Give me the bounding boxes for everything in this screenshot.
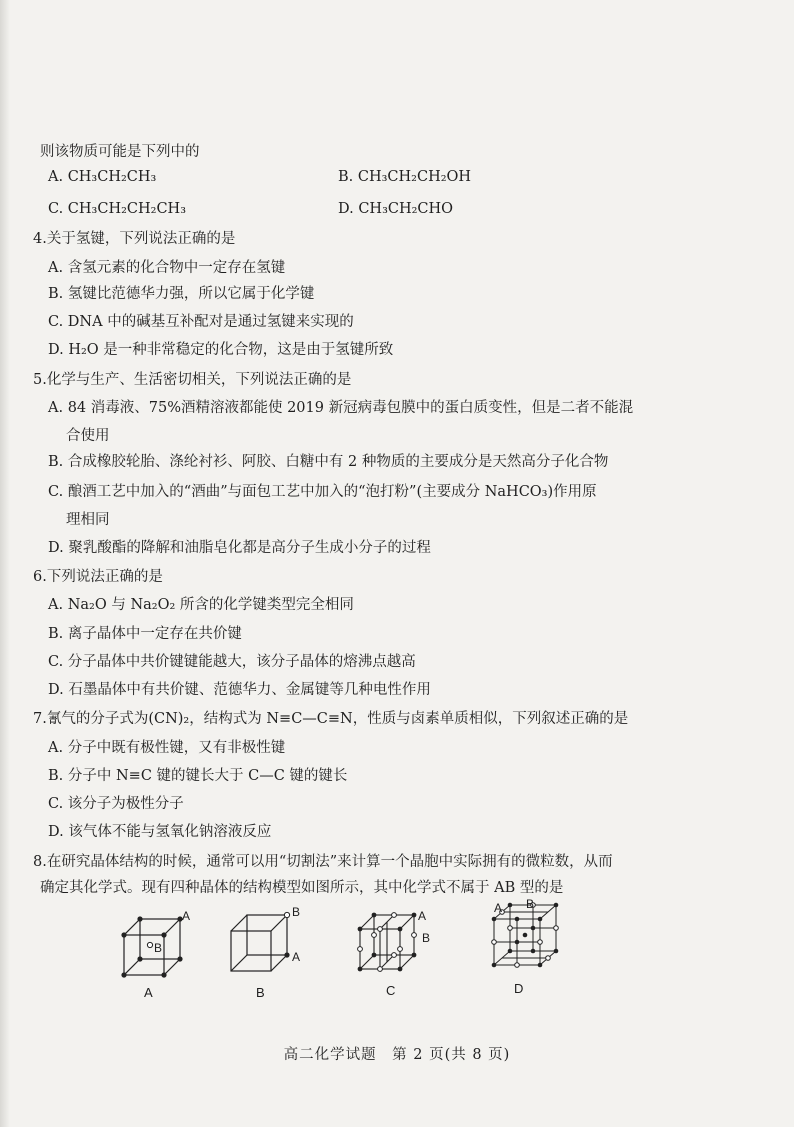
page-footer: 高二化学试题 第 2 页(共 8 页) [283,1047,511,1063]
q6-option-d: D. 石墨晶体中有共价键、范德华力、金属键等几种电性作用 [48,682,431,698]
q6-option-c: C. 分子晶体中共价键键能越大，该分子晶体的熔沸点越高 [48,654,416,670]
q5-stem: 5.化学与生产、生活密切相关，下列说法正确的是 [33,372,352,388]
crystal-figure-a [110,905,210,1005]
intro-line: 则该物质可能是下列中的 [40,144,200,160]
figure-a-label-1: A [182,909,191,923]
q4-option-a: A. 含氢元素的化合物中一定存在氢键 [48,260,286,276]
q7-stem: 7.氰气的分子式为(CN)₂，结构式为 N≡C—C≡N，性质与卤素单质相似，下列叙述正确的是 [33,711,629,727]
q5-option-a-line1: A. 84 消毒液、75%酒精溶液都能使 2019 新冠病毒包膜中的蛋白质变性，但是二者不能混 [48,400,634,416]
q7-option-c: C. 该分子为极性分子 [48,796,184,812]
q5-option-a-line2: 合使用 [66,428,110,444]
q5-option-d: D. 聚乳酸酯的降解和油脂皂化都是高分子生成小分子的过程 [48,540,431,556]
q6-option-b: B. 离子晶体中一定存在共价键 [48,626,242,642]
crystal-figures [110,897,590,1005]
figure-c-label-2: B [422,931,431,945]
crystal-figure-c [350,905,450,1005]
q5-option-c-line2: 理相同 [66,512,110,528]
figure-a-label-2: B [154,941,163,955]
figure-d-caption: D [514,981,524,996]
figure-d-label-2: B [526,897,535,911]
q3-option-d: D. CH₃CH₂CHO [338,201,454,217]
q4-option-b: B. 氢键比范德华力强，所以它属于化学键 [48,286,315,302]
figure-b-label-1: B [292,905,301,919]
q4-stem: 4.关于氢键，下列说法正确的是 [33,231,236,247]
q5-option-c-line1: C. 酿酒工艺中加入的“酒曲”与面包工艺中加入的“泡打粉”(主要成分 NaHCO₃)作用原 [48,484,597,500]
q3-option-a: A. CH₃CH₂CH₃ [48,169,157,185]
q3-option-c: C. CH₃CH₂CH₂CH₃ [48,201,187,217]
q4-option-c: C. DNA 中的碱基互补配对是通过氢键来实现的 [48,314,354,330]
q8-stem-line1: 8.在研究晶体结构的时候，通常可以用“切割法”来计算一个晶胞中实际拥有的微粒数，从而 [33,854,613,870]
figure-c-label-1: A [418,909,427,923]
q7-option-d: D. 该气体不能与氢氧化钠溶液反应 [48,824,272,840]
q3-option-b: B. CH₃CH₂CH₂OH [338,169,472,185]
q7-option-b: B. 分子中 N≡C 键的键长大于 C—C 键的键长 [48,768,348,784]
crystal-figure-b [225,905,325,1005]
figure-a-caption: A [144,985,153,1000]
figure-b-caption: B [256,985,265,1000]
q6-stem: 6.下列说法正确的是 [33,569,163,585]
figure-b-label-2: A [292,950,301,964]
q8-stem-line2: 确定其化学式。现有四种晶体的结构模型如图所示，其中化学式不属于 AB 型的是 [40,880,564,896]
q4-option-d: D. H₂O 是一种非常稳定的化合物，这是由于氢键所致 [48,342,394,358]
scan-edge-shadow [0,0,10,1127]
figure-c-caption: C [386,983,396,998]
q5-option-b: B. 合成橡胶轮胎、涤纶衬衫、阿胶、白糖中有 2 种物质的主要成分是天然高分子化合物 [48,454,609,470]
q7-option-a: A. 分子中既有极性键，又有非极性键 [48,740,286,756]
figure-d-label-1: A [494,901,503,915]
q6-option-a: A. Na₂O 与 Na₂O₂ 所含的化学键类型完全相同 [48,597,354,613]
